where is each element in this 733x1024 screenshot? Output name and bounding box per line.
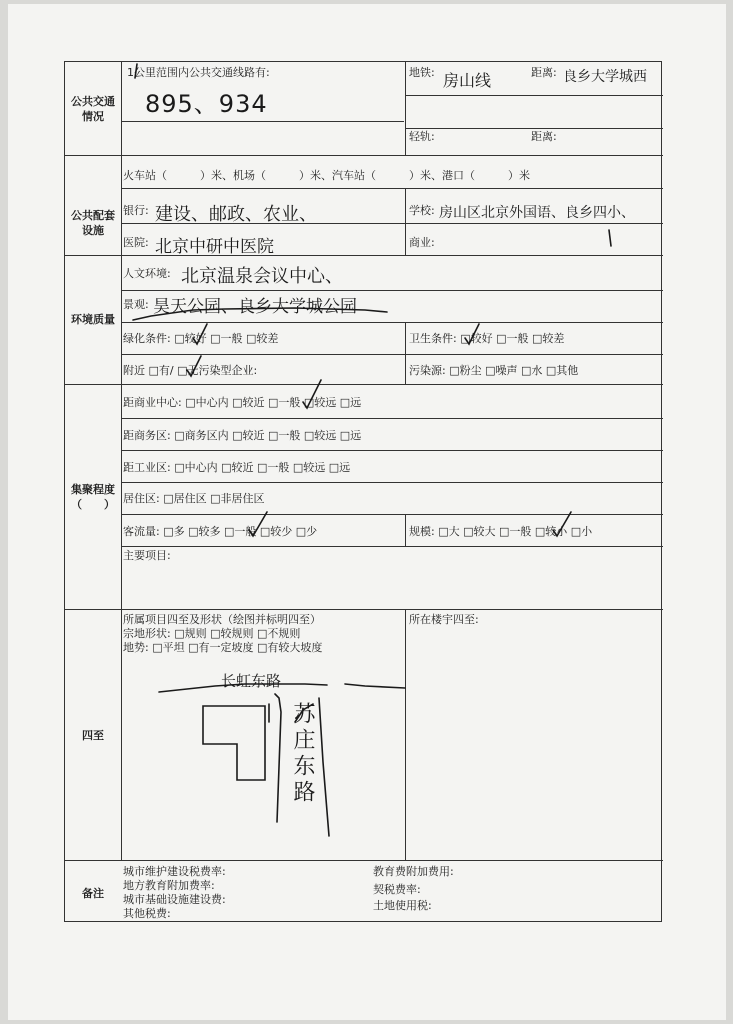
bank-value: 建设、邮政、农业、 <box>155 204 317 225</box>
sketch-parcel <box>203 706 265 780</box>
pen-stroke <box>609 230 611 246</box>
scenery-label: 景观: <box>123 298 149 311</box>
shape-options: 宗地形状: □规则 □较规则 □不规则 <box>123 627 301 640</box>
survey-form <box>64 61 662 922</box>
residential-options: 居住区: □居住区 □非居住区 <box>123 492 265 505</box>
subway-distance-label: 距离: <box>531 66 557 79</box>
underline-stroke <box>133 308 387 320</box>
subway-distance-value: 良乡大学城西 <box>563 69 647 85</box>
section-boundaries: 四至 <box>82 729 104 742</box>
school-label: 学校: <box>409 204 435 217</box>
terrain-options: 地势: □平坦 □有一定坡度 □有较大坡度 <box>123 641 323 654</box>
sketch-road-line <box>269 704 313 722</box>
subway-label: 地铁: <box>409 66 435 79</box>
section-transport: 公共交通 情况 <box>71 95 115 123</box>
sanitation-options: 卫生条件: □较好 □一般 □较差 <box>409 332 565 345</box>
note-local-education-surcharge: 地方教育附加费率: <box>123 879 215 892</box>
check-mark <box>187 356 201 376</box>
sketch-road-line <box>275 694 281 822</box>
sketch-road-line <box>345 684 405 688</box>
pollution-options: 污染源: □粉尘 □噪声 □水 □其他 <box>409 364 579 377</box>
check-mark <box>465 324 479 344</box>
project-boundary-label: 所属项目四至及形状（绘图并标明四至） <box>123 613 321 626</box>
culture-label: 人文环境: <box>123 267 171 280</box>
note-urban-maintenance-tax: 城市维护建设税费率: <box>123 865 226 878</box>
note-land-use-tax: 土地使用税: <box>373 899 432 912</box>
sketch-road-line <box>319 698 329 836</box>
sketch-road-line <box>159 684 327 692</box>
commercial-distance-options: 距商业中心: □中心内 □较近 □一般 □较远 □远 <box>123 396 362 409</box>
note-infrastructure-fee: 城市基础设施建设费: <box>123 893 226 906</box>
main-project-label: 主要项目: <box>123 549 171 562</box>
bus-lines-value: 895、934 <box>145 90 268 118</box>
light-rail-label: 轻轨: <box>409 130 435 143</box>
check-mark <box>553 512 571 536</box>
traffic-options: 客流量: □多 □较多 □一般 □较少 □少 <box>123 525 318 538</box>
commerce-label: 商业: <box>409 236 435 249</box>
bank-label: 银行: <box>123 204 149 217</box>
business-distance-options: 距商务区: □商务区内 □较近 □一般 □较远 □远 <box>123 429 362 442</box>
section-facilities: 公共配套 设施 <box>71 209 115 237</box>
note-deed-tax: 契税费率: <box>373 883 421 896</box>
check-mark <box>193 324 207 344</box>
check-mark <box>303 380 321 408</box>
sketch-road-horizontal: 长虹东路 <box>221 672 282 690</box>
section-environment: 环境质量 <box>71 313 115 326</box>
section-concentration: 集聚程度 （ ） <box>71 483 115 511</box>
sketch-road-vertical: 苏庄东路 <box>290 702 315 806</box>
building-boundary-label: 所在楼宇四至: <box>409 613 479 626</box>
note-other-taxes: 其他税费: <box>123 907 171 920</box>
school-value: 房山区北京外国语、良乡四小、 <box>439 205 635 221</box>
industrial-distance-options: 距工业区: □中心内 □较近 □一般 □较远 □远 <box>123 461 351 474</box>
greening-options: 绿化条件: □较好 □一般 □较差 <box>123 332 279 345</box>
scale-options: 规模: □大 □较大 □一般 □较小 □小 <box>409 525 593 538</box>
bus-lines-label: 1公里范围内公共交通线路有: <box>127 66 270 79</box>
hospital-value: 北京中研中医院 <box>155 237 274 257</box>
handwriting-layer <box>65 62 663 923</box>
section-notes: 备注 <box>82 887 104 900</box>
pen-stroke <box>135 64 137 78</box>
scenery-value: 昊天公园、良乡大学城公园 <box>153 297 357 317</box>
stations-line: 火车站（ ）米、机场（ ）米、汽车站（ ）米、港口（ ）米 <box>123 169 530 182</box>
nearby-options: 附近 □有/ □无污染型企业: <box>123 364 258 377</box>
subway-value: 房山线 <box>443 71 492 90</box>
note-education-surcharge: 教育费附加费用: <box>373 865 454 878</box>
culture-value: 北京温泉会议中心、 <box>181 266 343 287</box>
light-rail-distance-label: 距离: <box>531 130 557 143</box>
check-mark <box>249 512 267 536</box>
hospital-label: 医院: <box>123 236 149 249</box>
